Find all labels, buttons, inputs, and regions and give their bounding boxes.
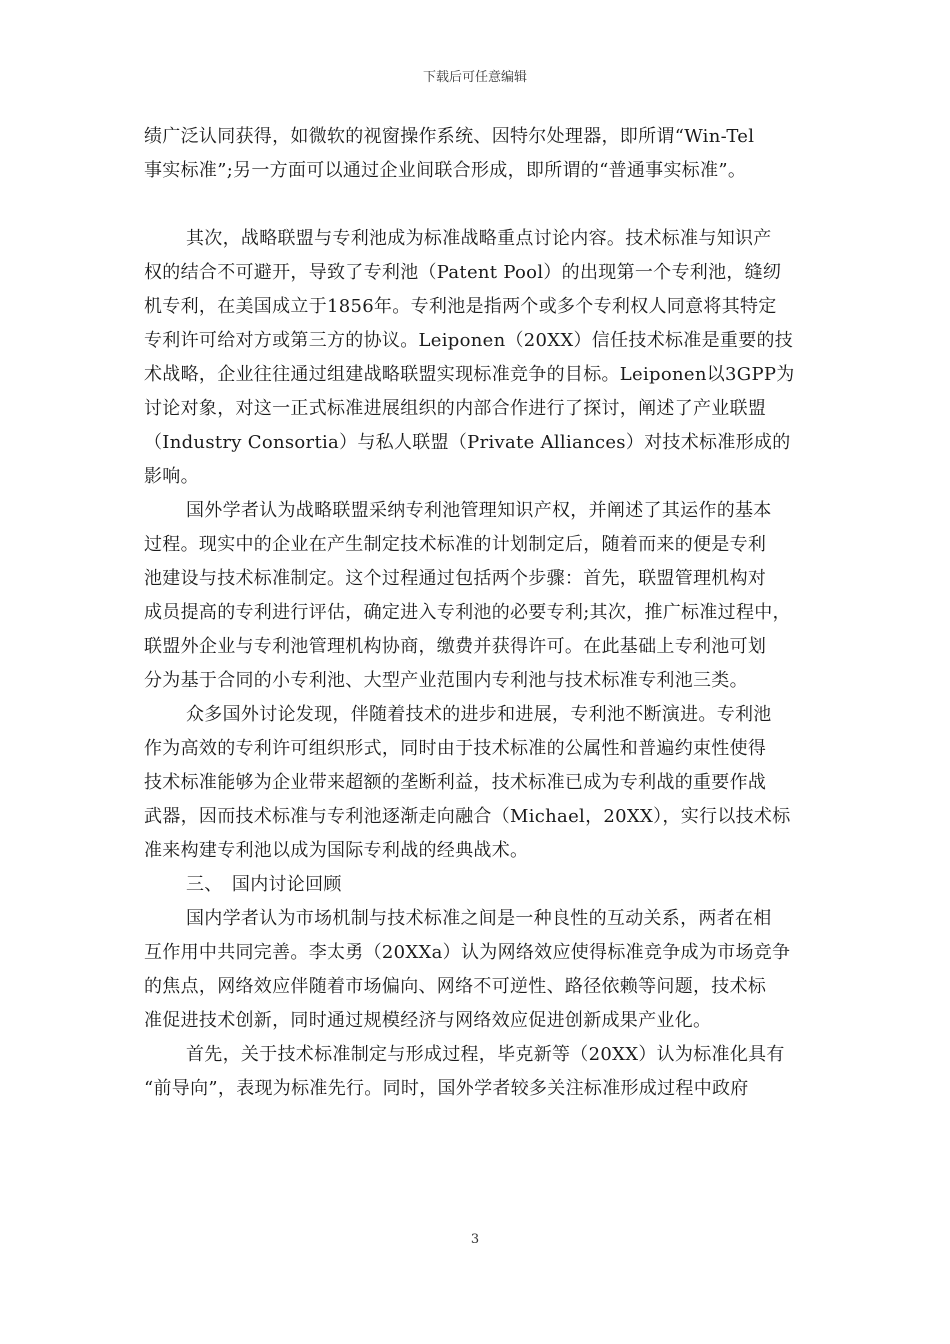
text-line: 绩广泛认同获得，如微软的视窗操作系统、因特尔处理器，即所谓“Win-Tel	[144, 126, 755, 147]
text-line: 的焦点，网络效应伴随着市场偏向、网络不可逆性、路径依赖等问题，技术标	[144, 976, 767, 997]
text-line: 技术标准能够为企业带来超额的垄断利益，技术标准已成为专利战的重要作战	[144, 772, 767, 793]
text-line: 国内学者认为市场机制与技术标准之间是一种良性的互动关系，两者在相	[186, 908, 772, 929]
text-line: 专利许可给对方或第三方的协议。Leiponen（20XX）信任技术标准是重要的技	[144, 330, 794, 351]
text-line: 讨论对象，对这一正式标准进展组织的内部合作进行了探讨，阐述了产业联盟	[144, 398, 767, 419]
text-line: 其次，战略联盟与专利池成为标准战略重点讨论内容。技术标准与知识产	[186, 228, 772, 249]
text-line: 联盟外企业与专利池管理机构协商，缴费并获得许可。在此基础上专利池可划	[144, 636, 767, 657]
page-header: 下载后可任意编辑	[422, 70, 527, 85]
paragraph	[144, 222, 810, 494]
text-line: 三、 国内讨论回顾	[186, 874, 342, 895]
text-line: 术战略，企业往往通过组建战略联盟实现标准竞争的目标。Leiponen以3GPP为	[144, 364, 795, 385]
text-line: 池建设与技术标准制定。这个过程通过包括两个步骤：首先，联盟管理机构对	[144, 568, 767, 589]
page-number: 3	[470, 1232, 480, 1247]
text-line: 准促进技术创新，同时通过规模经济与网络效应促进创新成果产业化。	[144, 1010, 712, 1031]
text-line: 国外学者认为战略联盟采纳专利池管理知识产权，并阐述了其运作的基本	[186, 500, 772, 521]
paragraph	[144, 120, 810, 188]
paragraph	[144, 1038, 810, 1106]
paragraph	[144, 494, 810, 698]
text-line: 分为基于合同的小专利池、大型产业范围内专利池与技术标准专利池三类。	[144, 670, 748, 691]
text-line: “前导向”，表现为标准先行。同时，国外学者较多关注标准形成过程中政府	[144, 1078, 749, 1099]
paragraph-gap	[144, 188, 810, 222]
text-line: （Industry Consortia）与私人联盟（Private Alliances）对技术标准形成的	[144, 432, 791, 453]
text-line: 众多国外讨论发现，伴随着技术的进步和进展，专利池不断演进。专利池	[186, 704, 772, 725]
text-line: 过程。现实中的企业在产生制定技术标准的计划制定后，随着而来的便是专利	[144, 534, 767, 555]
text-line: 作为高效的专利许可组织形式，同时由于技术标准的公属性和普遍约束性使得	[144, 738, 767, 759]
document-body	[144, 120, 810, 1106]
text-line: 武器，因而技术标准与专利池逐渐走向融合（Michael，20XX），实行以技术标	[144, 806, 791, 827]
text-line: 准来构建专利池以成为国际专利战的经典战术。	[144, 840, 529, 861]
text-line: 影响。	[144, 466, 199, 487]
text-line: 成员提高的专利进行评估，确定进入专利池的必要专利;其次，推广标准过程中，	[144, 602, 791, 623]
text-line: 机专利，在美国成立于1856年。专利池是指两个或多个专利权人同意将其特定	[144, 296, 777, 317]
text-line: 互作用中共同完善。李太勇（20XXa）认为网络效应使得标准竞争成为市场竞争	[144, 942, 791, 963]
paragraph	[144, 698, 810, 868]
text-line: 权的结合不可避开，导致了专利池（Patent Pool）的出现第一个专利池，缝纫	[144, 262, 782, 283]
paragraph	[144, 868, 810, 902]
text-line: 首先，关于技术标准制定与形成过程，毕克新等（20XX）认为标准化具有	[186, 1044, 785, 1065]
paragraph	[144, 902, 810, 1038]
text-line: 事实标准”;另一方面可以通过企业间联合形成，即所谓的“普通事实标准”。	[144, 160, 747, 181]
